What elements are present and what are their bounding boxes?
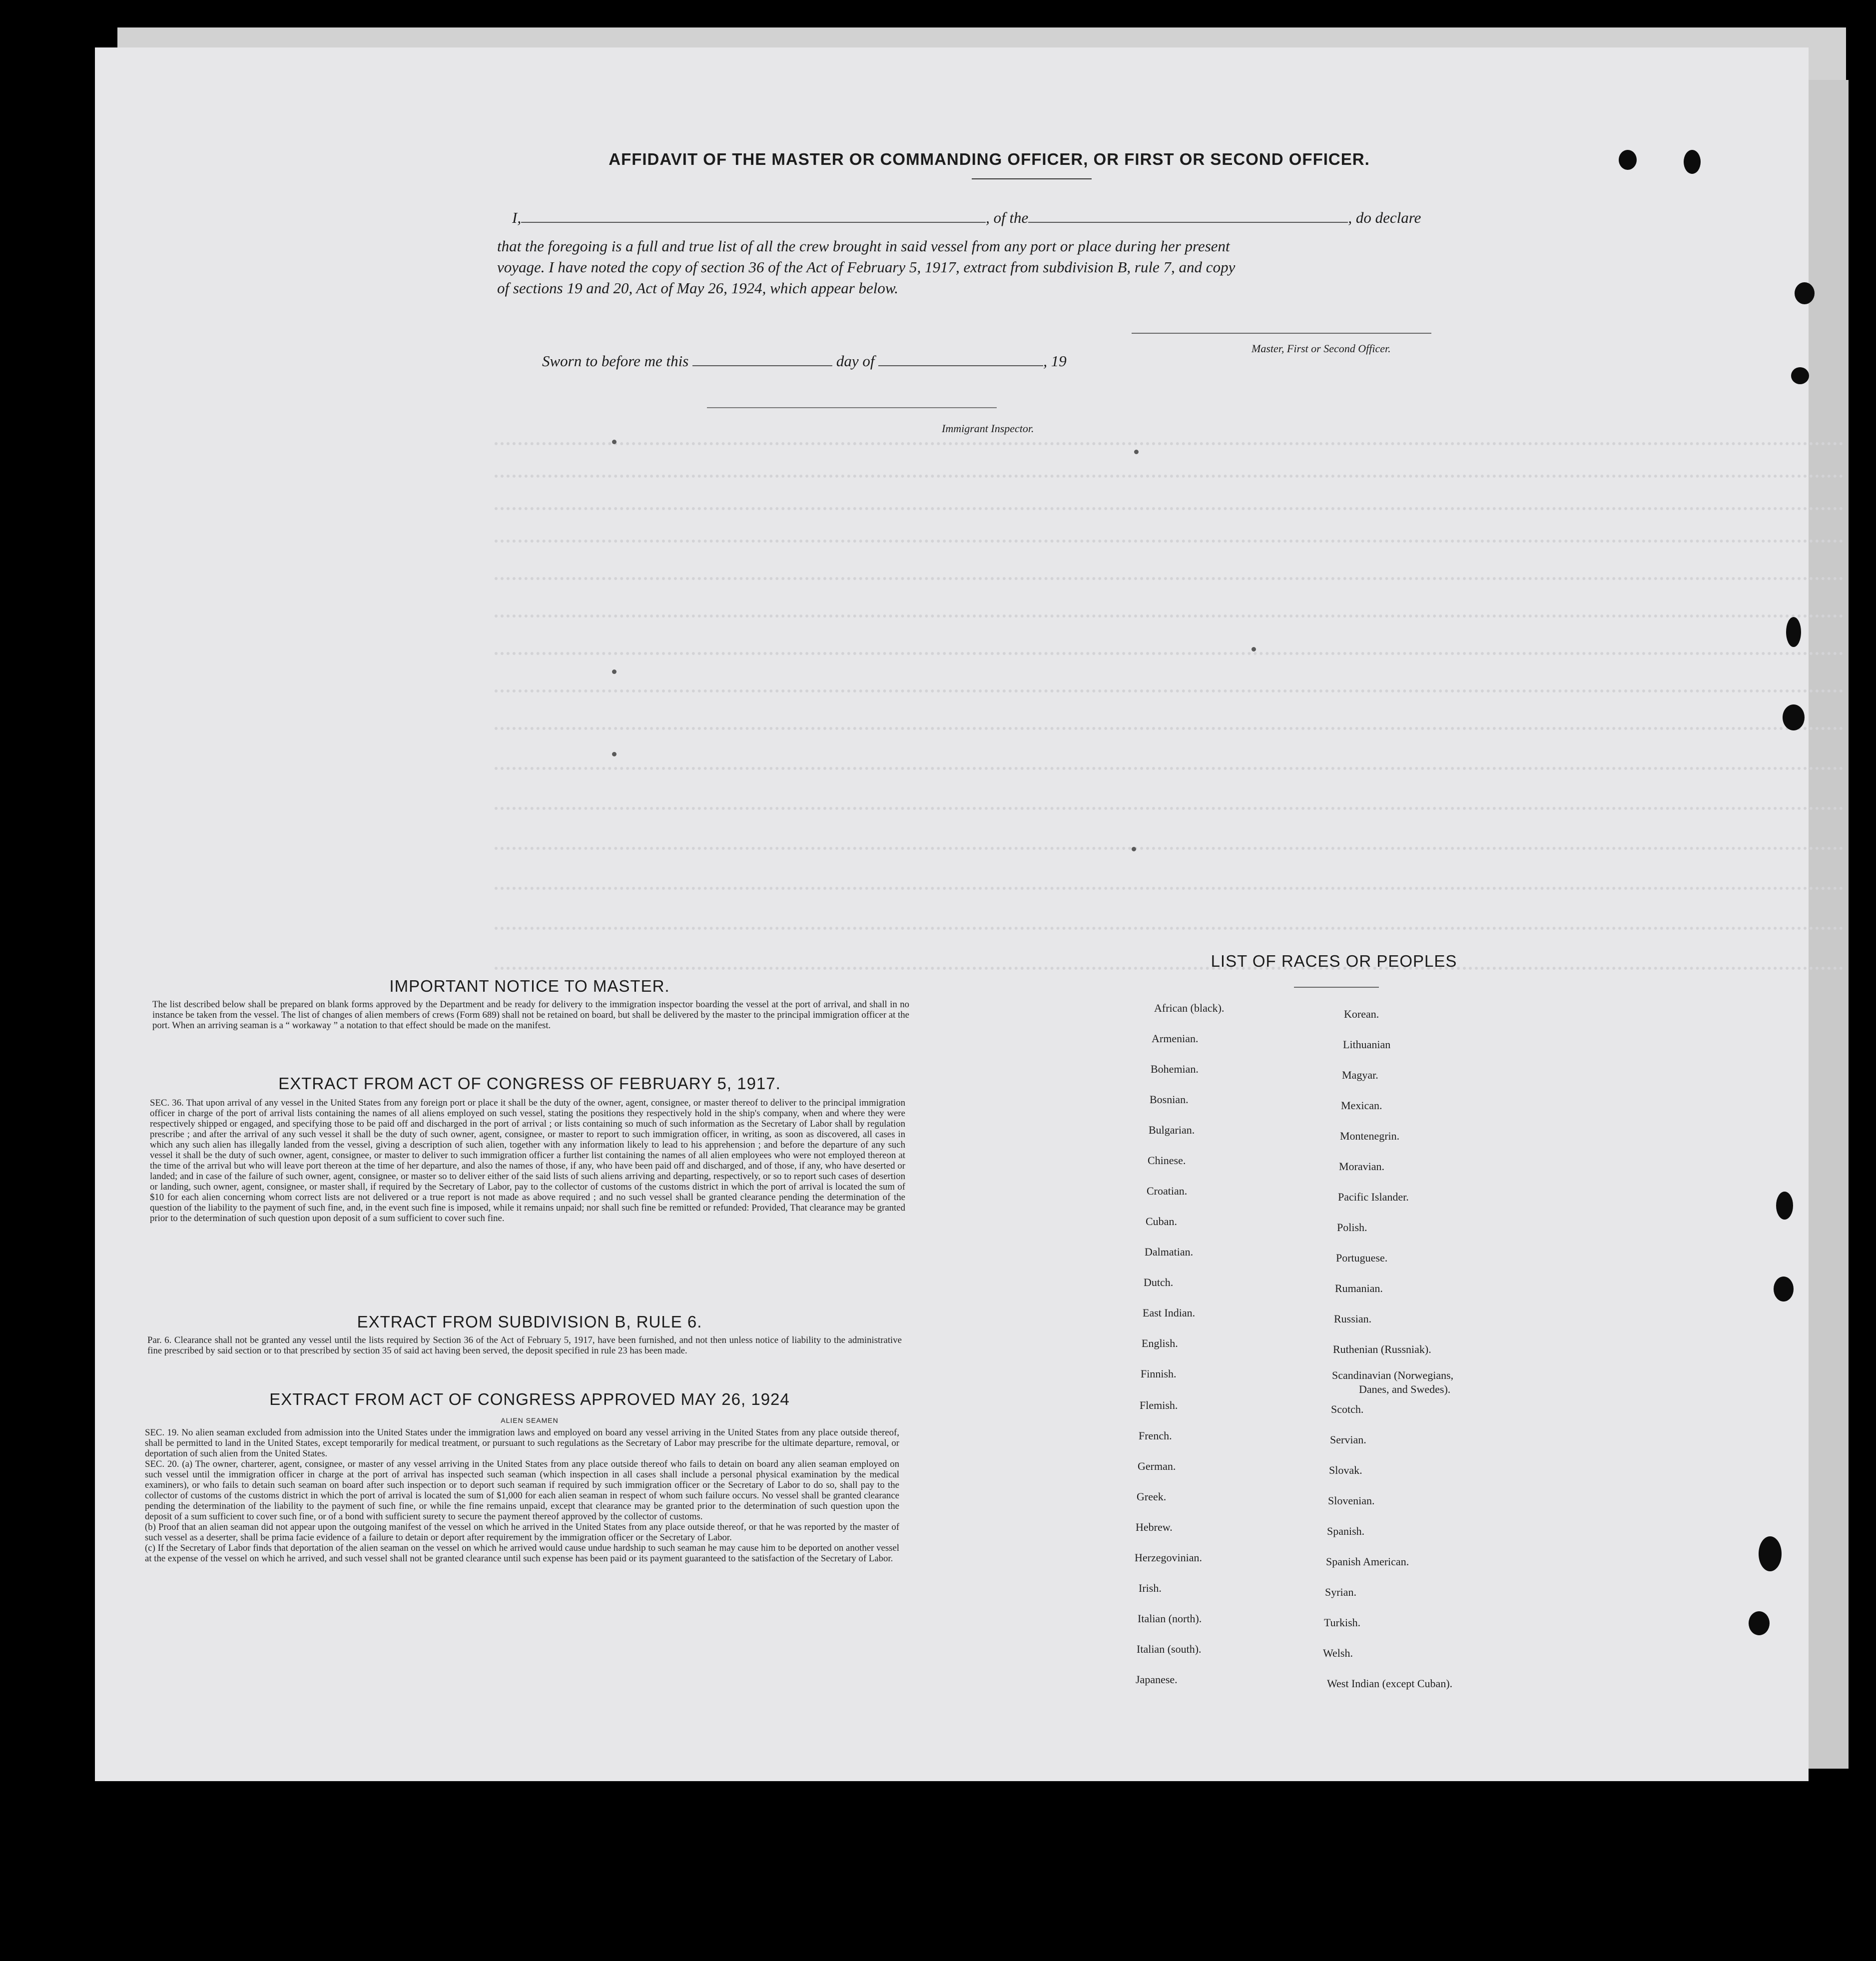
speck [1132, 847, 1136, 851]
race-item: Ruthenian (Russniak). [1333, 1343, 1431, 1355]
races-title-underline [1294, 987, 1379, 988]
punch-hole [1774, 1277, 1794, 1302]
race-item: Herzegovinian. [1135, 1551, 1202, 1564]
race-item: Magyar. [1342, 1069, 1378, 1081]
sec-20c-text: (c) If the Secretary of Labor finds that deportation of the alien seaman on the vessel on which he arrived would cause undue hardship to such seaman he may cause him to be deported on another vessel at the expense of the vessel on which he arrived, and such vessel shall not be granted clearance until such expense has been paid or its payment guaranteed to the satisfaction of the Secretary of Labor. [145, 1543, 899, 1564]
race-item: Polish. [1337, 1221, 1367, 1234]
bleed-through-row [495, 652, 1844, 656]
bleed-through-row [495, 442, 1844, 446]
extract-1917-text: SEC. 36. That upon arrival of any vessel in the United States from any foreign port or place it shall be the duty of the owner, agent, consignee, or master thereof to deliver to the principal immigration officer in charge of the port of arrival lists containing the names of all aliens employed on such vessel, stating the positions they respectively hold in the ship's company, when and where they were respectively shipped or engaged, and specifying those to be paid off and discharged in the port of arrival ; or lists containing so much of such information as the Secretary of Labor shall by regulation prescribe ; and after the arrival of any such vessel it shall be the duty of such owner, agent, consignee, or master to report to such immigration officer, in writing, as soon as discovered, all cases in which any such alien has illegally landed from the vessel, giving a description of such alien, together with any information likely to lead to his apprehension ; and before the departure of any such vessel it shall be the duty of such owner, agent, consignee, or master to deliver to such immigration officer a further list containing the names of all alien employees who were not employed thereon at the time of the arrival but who will leave port thereon at the time of her departure, and also the names of those, if any, who have been paid off and discharged, and of those, if any, who have deserted or landed; and in case of the failure of such owner, agent, consignee, or master so to deliver either of the said lists of such aliens arriving and departing, respectively, or so to report such cases of desertion or landing, such owner, agent, consignee, or master shall, if required by the Secretary of Labor, pay to the collector of customs of the customs district in which the port of arrival is located the sum of $10 for each alien concerning whom correct lists are not delivered or a true report is not made as above required ; and no such vessel shall be granted clearance pending the determination of the question of the liability to the payment of such fine, and, in the event such fine is imposed, while it remains unpaid; nor shall such fine be remitted or refunded: Provided, That clearance may be granted prior to the determination of such question upon deposit of a sum sufficient to cover such fine. [150, 1098, 905, 1224]
race-item: Japanese. [1136, 1673, 1178, 1686]
sworn-line [542, 352, 1067, 370]
extract-1924-text [145, 1427, 899, 1564]
of-the-label: , of the [986, 209, 1029, 226]
race-item: Italian (south). [1137, 1643, 1202, 1655]
race-item: Dutch. [1144, 1276, 1174, 1289]
sworn-day-field[interactable] [692, 352, 832, 366]
race-item: West Indian (except Cuban). [1327, 1677, 1453, 1690]
race-item: Servian. [1330, 1433, 1366, 1446]
race-item: Lithuanian [1343, 1038, 1391, 1051]
race-item: Cuban. [1146, 1215, 1177, 1228]
race-item: Syrian. [1325, 1586, 1356, 1598]
punch-hole [1684, 150, 1701, 174]
declaration-line-1 [512, 209, 1421, 227]
race-item: English. [1142, 1337, 1178, 1349]
race-item: Italian (north). [1138, 1612, 1202, 1625]
race-item: Montenegrin. [1340, 1130, 1400, 1142]
extract-1924-title: EXTRACT FROM ACT OF CONGRESS APPROVED MAY 26, 1924 [269, 1390, 790, 1408]
bleed-through-row [495, 847, 1844, 851]
race-item: Greek. [1137, 1490, 1167, 1503]
bleed-through-row [495, 887, 1844, 891]
race-item: Spanish. [1327, 1525, 1365, 1537]
race-item: Pacific Islander. [1338, 1191, 1409, 1203]
bleed-through-row [495, 689, 1844, 693]
race-item: Turkish. [1324, 1616, 1361, 1629]
race-item: Rumanian. [1335, 1282, 1383, 1295]
officer-name-field[interactable] [521, 209, 986, 223]
race-item: Danes, and Swedes). [1359, 1383, 1451, 1395]
speck [612, 669, 617, 674]
sec-20b-text: (b) Proof that an alien seaman did not appear upon the outgoing manifest of the vessel on which he arrived in the United States from any place outside thereof, or that he was reported by the master of such vessel as a deserter, shall be prima facie evidence of a failure to detain or deport after requirement by the immigration officer or the Secretary of Labor. [145, 1522, 899, 1543]
extract-rule6-title: EXTRACT FROM SUBDIVISION B, RULE 6. [357, 1312, 702, 1331]
vessel-name-field[interactable] [1028, 209, 1348, 223]
extract-1917-title: EXTRACT FROM ACT OF CONGRESS OF FEBRUARY 5, 1917. [278, 1074, 781, 1093]
punch-hole [1786, 617, 1801, 647]
race-item: Spanish American. [1326, 1555, 1409, 1568]
race-item: Russian. [1334, 1312, 1372, 1325]
bleed-through-row [495, 507, 1844, 511]
race-item: Finnish. [1141, 1367, 1177, 1380]
declare-label: , do declare [1348, 209, 1421, 226]
race-item: Croatian. [1147, 1185, 1188, 1197]
bleed-through-row [495, 807, 1844, 811]
bleed-through-row [495, 475, 1844, 479]
race-item: Chinese. [1148, 1154, 1186, 1167]
race-item: Slovak. [1329, 1464, 1362, 1476]
punch-hole [1619, 150, 1637, 170]
sworn-month-field[interactable] [878, 352, 1043, 366]
title-underline [972, 178, 1092, 179]
race-item: Scotch. [1331, 1403, 1364, 1415]
bleed-through-row [495, 927, 1844, 931]
extract-rule6-text: Par. 6. Clearance shall not be granted any vessel until the lists required by Section 36 of the Act of February 5, 1917, have been furnished, and not then unless notice of liability to the administrative fine prescribed by said section or to that prescribed by section 35 of said act having been served, the deposit specified in rule 23 has been made. [147, 1335, 902, 1356]
race-item: Korean. [1344, 1008, 1379, 1020]
sworn-day-of: day of [836, 352, 875, 370]
declarant-prefix: I, [512, 209, 522, 226]
declaration-line-4: of sections 19 and 20, Act of May 26, 1924, which appear below. [497, 279, 899, 297]
race-item: French. [1139, 1429, 1172, 1442]
race-item: Bulgarian. [1149, 1124, 1195, 1136]
race-item: Dalmatian. [1145, 1246, 1194, 1258]
notice-text: The list described below shall be prepared on blank forms approved by the Department and be ready for delivery to the immigration inspector boarding the vessel at the port of arrival, and shall in no instance be taken from the vessel. The list of changes of alien members of crews (Form 689) shall not be retained on board, but shall be delivered by the master to the principal immigration officer at the port. When an arriving seaman is a “ workaway ” a notation to that effect should be made on the manifest. [152, 999, 909, 1031]
speck [1251, 647, 1256, 652]
alien-seamen-subtitle: ALIEN SEAMEN [501, 1416, 559, 1424]
race-item: Welsh. [1323, 1647, 1353, 1659]
race-item: Irish. [1139, 1582, 1162, 1594]
race-item: Mexican. [1341, 1099, 1382, 1112]
affidavit-title: AFFIDAVIT OF THE MASTER OR COMMANDING OFFICER, OR FIRST OR SECOND OFFICER. [609, 150, 1370, 168]
speck [1134, 450, 1139, 454]
sec-19-text: SEC. 19. No alien seaman excluded from admission into the United States under the immigration laws and employed on board any vessel arriving in the United States from any place outside thereof, shall be permitted to land in the United States, except temporarily for medical treatment, or pursuant to such regulations as the Secretary of Labor may prescribe for the ultimate departure, removal, or deportation of such alien from the United States. [145, 1427, 899, 1459]
punch-hole [1776, 1192, 1793, 1220]
race-item: Slovenian. [1328, 1494, 1375, 1507]
sworn-prefix: Sworn to before me this [542, 352, 689, 370]
bleed-through-row [495, 577, 1844, 581]
punch-hole [1783, 704, 1805, 730]
sworn-year: , 19 [1043, 352, 1067, 370]
bleed-through-row [495, 767, 1844, 771]
race-item: Armenian. [1152, 1032, 1199, 1045]
notice-title: IMPORTANT NOTICE TO MASTER. [389, 977, 670, 995]
race-item: Portuguese. [1336, 1252, 1388, 1264]
race-item: German. [1138, 1460, 1176, 1472]
race-item: Bosnian. [1150, 1093, 1189, 1106]
punch-hole [1749, 1611, 1770, 1635]
race-item: Hebrew. [1136, 1521, 1173, 1533]
races-title: LIST OF RACES OR PEOPLES [1211, 952, 1457, 970]
race-item: African (black). [1154, 1002, 1225, 1014]
bleed-through-row [495, 615, 1844, 619]
bleed-through-row [495, 540, 1844, 544]
race-item: East Indian. [1143, 1307, 1196, 1319]
race-item: Flemish. [1140, 1399, 1178, 1411]
bleed-through-row [495, 727, 1844, 731]
race-item: Bohemian. [1151, 1063, 1199, 1075]
sec-20a-text: SEC. 20. (a) The owner, charterer, agent, consignee, or master of any vessel arriving in the United States from any place outside thereof who fails to detain on board any alien seaman employed on such vessel until the immigration officer in charge at the port of arrival has inspected such seaman (which inspection in all cases shall include a personal physical examination by the medical examiners), or who fails to detain such seaman on board after such inspection or to deport such seaman if required by such immigration officer or the Secretary of Labor to do so, shall pay to the collector of customs of the customs district in which the port of arrival is located the sum of $1,000 for each alien seaman in respect of whom such failure occurs. No vessel shall be granted clearance pending the determination of the liability to the payment of such fine, or while the fine remains unpaid, except that clearance may be granted prior to the determination of such question upon the deposit of a sum sufficient to cover such fine, or of a bond with sufficient surety to secure the payment thereof approved by the collector of customs. [145, 1459, 899, 1522]
declaration-line-3: voyage. I have noted the copy of section 36 of the Act of February 5, 1917, extract from subdivision B, rule 7, and copy [497, 258, 1236, 276]
inspector-label: Immigrant Inspector. [942, 422, 1034, 435]
race-item: Moravian. [1339, 1160, 1385, 1173]
punch-hole [1795, 282, 1815, 304]
speck [612, 752, 617, 756]
race-item: Scandinavian (Norwegians, [1332, 1369, 1454, 1381]
declaration-line-2: that the foregoing is a full and true list of all the crew brought in said vessel from any port or place during her present [497, 237, 1230, 255]
master-signature-label: Master, First or Second Officer. [1251, 342, 1391, 355]
punch-hole [1759, 1536, 1782, 1571]
speck [612, 440, 617, 444]
master-signature-line[interactable] [1132, 333, 1431, 334]
punch-hole [1791, 367, 1809, 384]
inspector-signature-line[interactable] [707, 407, 997, 408]
